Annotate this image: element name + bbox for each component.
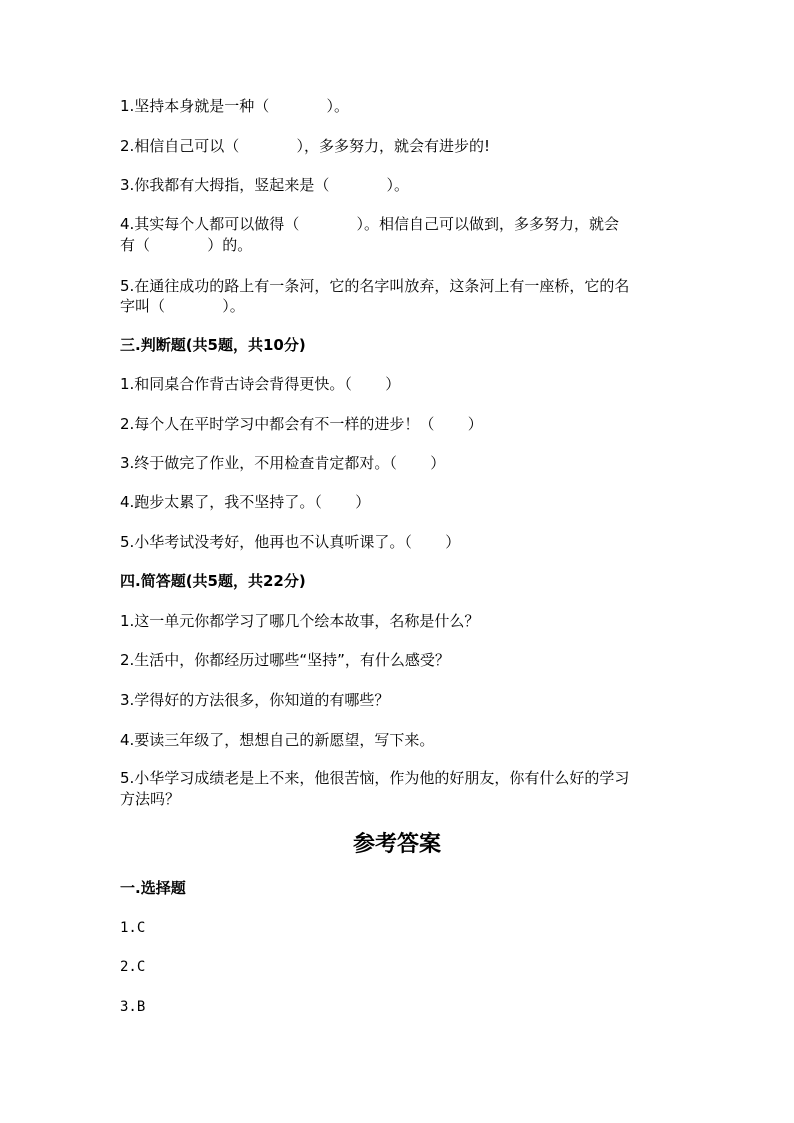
fill-blank-item-1: 1.坚持本身就是一种（ ）。 <box>120 97 350 115</box>
judge-item-2: 2.每个人在平时学习中都会有不一样的进步！（ ） <box>120 415 483 433</box>
answer-item-2: 2.C <box>120 959 146 975</box>
fill-blank-item-4-line-1: 4.其实每个人都可以做得（ ）。相信自己可以做到，多多努力，就会 <box>120 215 620 233</box>
fill-blank-item-5-line-2: 字叫（ ）。 <box>120 297 245 315</box>
answer-key-title: 参考答案 <box>352 832 441 857</box>
judge-section-heading: 三.判断题(共5题，共10分) <box>120 336 306 354</box>
short-answer-item-5-line-2: 方法吗？ <box>120 790 181 808</box>
fill-blank-item-3: 3.你我都有大拇指，竖起来是（ ）。 <box>120 176 410 194</box>
judge-item-1: 1.和同桌合作背古诗会背得更快。（ ） <box>120 375 401 393</box>
short-answer-item-1: 1.这一单元你都学习了哪几个绘本故事，名称是什么？ <box>120 612 480 630</box>
short-answer-section-heading: 四.简答题(共5题，共22分) <box>120 572 306 590</box>
short-answer-item-5-line-1: 5.小华学习成绩老是上不来，他很苦恼，作为他的好朋友，你有什么好的学习 <box>120 769 630 787</box>
short-answer-item-2: 2.生活中，你都经历过哪些“坚持”，有什么感受？ <box>120 651 450 669</box>
short-answer-item-3: 3.学得好的方法很多，你知道的有哪些？ <box>120 691 390 709</box>
fill-blank-item-5-line-1: 5.在通往成功的路上有一条河，它的名字叫放弃，这条河上有一座桥，它的名 <box>120 277 630 295</box>
answer-section-heading: 一.选择题 <box>120 879 186 897</box>
judge-item-3: 3.终于做完了作业，不用检查肯定都对。（ ） <box>120 454 446 472</box>
short-answer-item-4: 4.要读三年级了，想想自己的新愿望，写下来。 <box>120 731 435 749</box>
answer-item-1: 1.C <box>120 920 146 936</box>
fill-blank-item-4-line-2: 有（ ）的。 <box>120 236 253 254</box>
judge-item-4: 4.跑步太累了，我不坚持了。（ ） <box>120 493 371 511</box>
fill-blank-item-2: 2.相信自己可以（ ），多多努力，就会有进步的! <box>120 137 491 155</box>
answer-item-3: 3.B <box>120 999 146 1015</box>
judge-item-5: 5.小华考试没考好，他再也不认真听课了。（ ） <box>120 533 461 551</box>
